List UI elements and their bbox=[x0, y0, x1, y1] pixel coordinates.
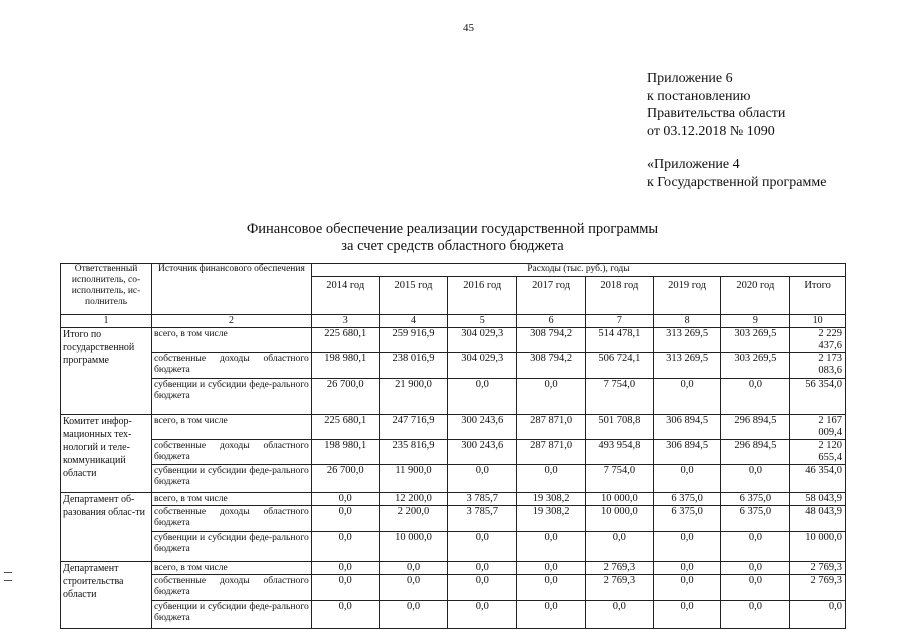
table-row bbox=[61, 601, 846, 629]
value-cell: 296 894,5 bbox=[721, 415, 790, 440]
value-cell: 0,0 bbox=[379, 562, 448, 575]
column-number: 4 bbox=[379, 315, 448, 328]
value-cell: 19 308,2 bbox=[517, 493, 586, 506]
value-cell: 10 000,0 bbox=[585, 493, 653, 506]
header-year: 2019 год bbox=[653, 277, 721, 315]
value-cell: 0,0 bbox=[448, 562, 517, 575]
table-row bbox=[61, 415, 846, 440]
value-cell: 7 754,0 bbox=[585, 379, 653, 415]
value-cell: 0,0 bbox=[721, 601, 790, 629]
value-cell: 506 724,1 bbox=[585, 353, 653, 379]
source-cell: субвенции и субсидии феде-рального бюджета bbox=[152, 379, 312, 415]
value-cell: 501 708,8 bbox=[585, 415, 653, 440]
value-cell: 198 980,1 bbox=[311, 353, 379, 379]
total-cell: 2 769,3 bbox=[790, 562, 846, 575]
total-cell: 46 354,0 bbox=[790, 465, 846, 493]
value-cell: 225 680,1 bbox=[311, 415, 379, 440]
value-cell: 0,0 bbox=[653, 465, 721, 493]
header-year: 2016 год bbox=[448, 277, 517, 315]
header-year: 2014 год bbox=[311, 277, 379, 315]
appendix-line: Приложение 6 bbox=[647, 71, 733, 86]
value-cell: 238 016,9 bbox=[379, 353, 448, 379]
value-cell: 0,0 bbox=[448, 532, 517, 562]
total-cell: 0,0 bbox=[790, 601, 846, 629]
value-cell: 0,0 bbox=[311, 562, 379, 575]
appendix-line: от 03.12.2018 № 1090 bbox=[647, 123, 775, 139]
value-cell: 0,0 bbox=[379, 575, 448, 601]
value-cell: 3 785,7 bbox=[448, 493, 517, 506]
value-cell: 0,0 bbox=[721, 465, 790, 493]
column-number: 5 bbox=[448, 315, 517, 328]
value-cell: 0,0 bbox=[517, 532, 586, 562]
value-cell: 0,0 bbox=[653, 379, 721, 415]
value-cell: 306 894,5 bbox=[653, 440, 721, 465]
value-cell: 304 029,3 bbox=[448, 353, 517, 379]
value-cell: 198 980,1 bbox=[311, 440, 379, 465]
value-cell: 6 375,0 bbox=[721, 493, 790, 506]
column-number: 6 bbox=[517, 315, 586, 328]
header-year: 2017 год bbox=[517, 277, 586, 315]
total-cell: 2 167 009,4 bbox=[790, 415, 846, 440]
title-line: за счет средств областного бюджета bbox=[341, 238, 564, 254]
margin-mark bbox=[4, 580, 12, 581]
value-cell: 313 269,5 bbox=[653, 353, 721, 379]
value-cell: 313 269,5 bbox=[653, 328, 721, 353]
source-cell: субвенции и субсидии феде-рального бюджета bbox=[152, 601, 312, 629]
source-cell: субвенции и субсидии феде-рального бюджета bbox=[152, 532, 312, 562]
source-cell: всего, в том числе bbox=[152, 493, 312, 506]
financing-table bbox=[60, 263, 846, 629]
total-cell: 2 229 437,6 bbox=[790, 328, 846, 353]
appendix-line: к постановлению bbox=[647, 88, 751, 104]
value-cell: 0,0 bbox=[311, 506, 379, 532]
value-cell: 296 894,5 bbox=[721, 440, 790, 465]
value-cell: 0,0 bbox=[448, 465, 517, 493]
value-cell: 6 375,0 bbox=[721, 506, 790, 532]
value-cell: 300 243,6 bbox=[448, 440, 517, 465]
appendix4-line: к Государственной программе bbox=[647, 174, 827, 190]
value-cell: 308 794,2 bbox=[517, 328, 586, 353]
table-row bbox=[61, 532, 846, 562]
header-year: 2015 год bbox=[379, 277, 448, 315]
header-year: 2018 год bbox=[585, 277, 653, 315]
value-cell: 235 816,9 bbox=[379, 440, 448, 465]
appendix4-line: «Приложение 4 bbox=[647, 157, 740, 172]
value-cell: 300 243,6 bbox=[448, 415, 517, 440]
value-cell: 0,0 bbox=[653, 601, 721, 629]
source-cell: всего, в том числе bbox=[152, 415, 312, 440]
value-cell: 7 754,0 bbox=[585, 465, 653, 493]
total-cell: 10 000,0 bbox=[790, 532, 846, 562]
value-cell: 19 308,2 bbox=[517, 506, 586, 532]
executor-cell: Департамент об-разования облас-ти bbox=[61, 493, 152, 562]
value-cell: 0,0 bbox=[653, 562, 721, 575]
value-cell: 0,0 bbox=[311, 575, 379, 601]
table-row bbox=[61, 465, 846, 493]
table-row bbox=[61, 493, 846, 506]
table-row bbox=[61, 353, 846, 379]
value-cell: 0,0 bbox=[585, 601, 653, 629]
value-cell: 0,0 bbox=[721, 379, 790, 415]
value-cell: 493 954,8 bbox=[585, 440, 653, 465]
source-cell: собственные доходы областного бюджета bbox=[152, 575, 312, 601]
value-cell: 0,0 bbox=[448, 379, 517, 415]
value-cell: 225 680,1 bbox=[311, 328, 379, 353]
source-cell: собственные доходы областного бюджета bbox=[152, 506, 312, 532]
value-cell: 0,0 bbox=[585, 532, 653, 562]
column-number: 3 bbox=[311, 315, 379, 328]
source-cell: собственные доходы областного бюджета bbox=[152, 440, 312, 465]
value-cell: 0,0 bbox=[448, 575, 517, 601]
table-row bbox=[61, 506, 846, 532]
value-cell: 287 871,0 bbox=[517, 415, 586, 440]
value-cell: 0,0 bbox=[517, 379, 586, 415]
value-cell: 2 769,3 bbox=[585, 575, 653, 601]
table-row bbox=[61, 328, 846, 353]
value-cell: 2 769,3 bbox=[585, 562, 653, 575]
value-cell: 10 000,0 bbox=[379, 532, 448, 562]
column-number: 2 bbox=[152, 315, 312, 328]
header-year: 2020 год bbox=[721, 277, 790, 315]
value-cell: 21 900,0 bbox=[379, 379, 448, 415]
total-cell: 48 043,9 bbox=[790, 506, 846, 532]
header-expenses: Расходы (тыс. руб.), годы bbox=[311, 264, 845, 277]
executor-cell: Итого по государственной программе bbox=[61, 328, 152, 415]
value-cell: 0,0 bbox=[653, 575, 721, 601]
source-cell: собственные доходы областного бюджета bbox=[152, 353, 312, 379]
value-cell: 308 794,2 bbox=[517, 353, 586, 379]
source-cell: всего, в том числе bbox=[152, 328, 312, 353]
table-row bbox=[61, 440, 846, 465]
value-cell: 303 269,5 bbox=[721, 353, 790, 379]
margin-mark bbox=[4, 572, 12, 573]
value-cell: 10 000,0 bbox=[585, 506, 653, 532]
value-cell: 3 785,7 bbox=[448, 506, 517, 532]
value-cell: 0,0 bbox=[721, 532, 790, 562]
value-cell: 0,0 bbox=[379, 601, 448, 629]
header-total: Итого bbox=[790, 277, 846, 315]
value-cell: 0,0 bbox=[517, 601, 586, 629]
column-number: 1 bbox=[61, 315, 152, 328]
column-number: 10 bbox=[790, 315, 846, 328]
value-cell: 0,0 bbox=[311, 493, 379, 506]
value-cell: 11 900,0 bbox=[379, 465, 448, 493]
header-source: Источник финансового обеспечения bbox=[152, 264, 312, 315]
page-number: 45 bbox=[463, 22, 474, 34]
table-body bbox=[61, 328, 846, 629]
header-executor: Ответственный исполнитель, со-исполнитель, ис-полнитель bbox=[61, 264, 152, 315]
value-cell: 0,0 bbox=[653, 532, 721, 562]
total-cell: 2 120 655,4 bbox=[790, 440, 846, 465]
value-cell: 247 716,9 bbox=[379, 415, 448, 440]
table-row bbox=[61, 379, 846, 415]
value-cell: 0,0 bbox=[311, 601, 379, 629]
value-cell: 259 916,9 bbox=[379, 328, 448, 353]
value-cell: 0,0 bbox=[517, 465, 586, 493]
appendix-block bbox=[647, 70, 826, 191]
title-line: Финансовое обеспечение реализации государственной программы bbox=[246, 221, 659, 237]
document-title bbox=[0, 221, 905, 255]
value-cell: 287 871,0 bbox=[517, 440, 586, 465]
value-cell: 26 700,0 bbox=[311, 379, 379, 415]
value-cell: 6 375,0 bbox=[653, 493, 721, 506]
total-cell: 2 769,3 bbox=[790, 575, 846, 601]
value-cell: 6 375,0 bbox=[653, 506, 721, 532]
column-number: 7 bbox=[585, 315, 653, 328]
column-number: 9 bbox=[721, 315, 790, 328]
value-cell: 514 478,1 bbox=[585, 328, 653, 353]
value-cell: 12 200,0 bbox=[379, 493, 448, 506]
total-cell: 2 173 083,6 bbox=[790, 353, 846, 379]
value-cell: 26 700,0 bbox=[311, 465, 379, 493]
column-number: 8 bbox=[653, 315, 721, 328]
appendix-line: Правительства области bbox=[647, 106, 786, 121]
total-cell: 58 043,9 bbox=[790, 493, 846, 506]
value-cell: 0,0 bbox=[721, 562, 790, 575]
value-cell: 0,0 bbox=[721, 575, 790, 601]
source-cell: всего, в том числе bbox=[152, 562, 312, 575]
value-cell: 303 269,5 bbox=[721, 328, 790, 353]
total-cell: 56 354,0 bbox=[790, 379, 846, 415]
value-cell: 304 029,3 bbox=[448, 328, 517, 353]
source-cell: субвенции и субсидии феде-рального бюджета bbox=[152, 465, 312, 493]
value-cell: 2 200,0 bbox=[379, 506, 448, 532]
executor-cell: Департамент строительства области bbox=[61, 562, 152, 629]
value-cell: 0,0 bbox=[311, 532, 379, 562]
value-cell: 0,0 bbox=[517, 575, 586, 601]
executor-cell: Комитет инфор-мационных тех-нологий и теле-коммуникаций области bbox=[61, 415, 152, 493]
value-cell: 0,0 bbox=[517, 562, 586, 575]
value-cell: 0,0 bbox=[448, 601, 517, 629]
table-row bbox=[61, 575, 846, 601]
table-row bbox=[61, 562, 846, 575]
value-cell: 306 894,5 bbox=[653, 415, 721, 440]
